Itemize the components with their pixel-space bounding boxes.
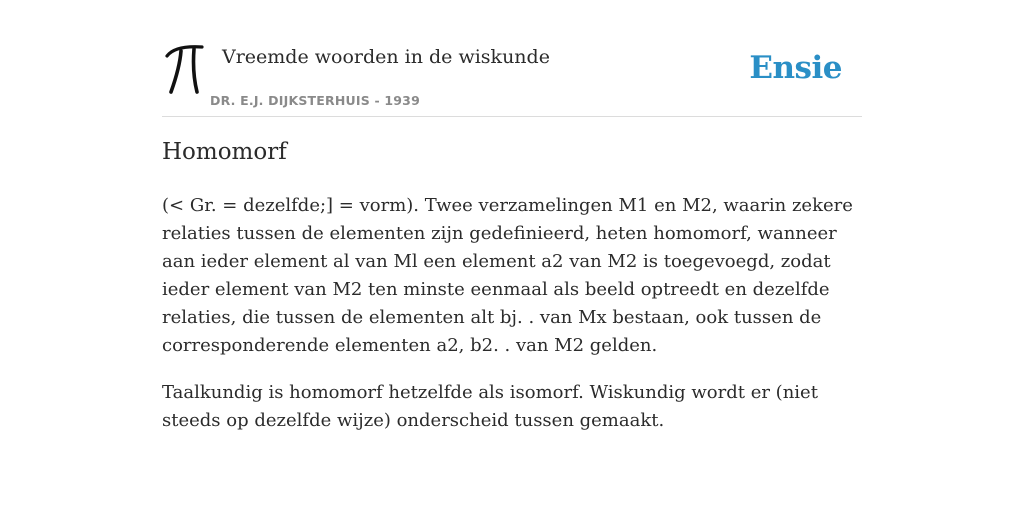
book-title[interactable]: Vreemde woorden in de wiskunde [222,46,550,68]
book-author-year: DR. E.J. DIJKSTERHUIS - 1939 [210,93,420,108]
entry-title: Homomorf [162,139,287,165]
entry-paragraph: Taalkundig is homomorf hetzelfde als isomorf. Wiskundig wordt er (niet steeds op dezelfde wijze) onderscheid tussen gemaakt. [162,382,818,431]
pi-symbol-icon[interactable] [164,42,204,94]
ensie-logo-link[interactable]: Ensie [749,50,842,86]
header [162,38,862,117]
entry-content [162,192,864,454]
entry-paragraph: (< Gr. = dezelfde;] = vorm). Twee verzamelingen M1 en M2, waarin zekere relaties tussen de elementen zijn gedefinieerd, heten homomorf, wanneer aan ieder element al van Ml een element a2 van M2 is toegevoegd, zodat ieder element van M2 ten minste eenmaal als beeld optreedt en dezelfde relaties, die tussen de elementen alt bj. . van Mx bestaan, ook tussen de corresponderende elementen a2, b2. . van M2 gelden. [162,195,853,356]
